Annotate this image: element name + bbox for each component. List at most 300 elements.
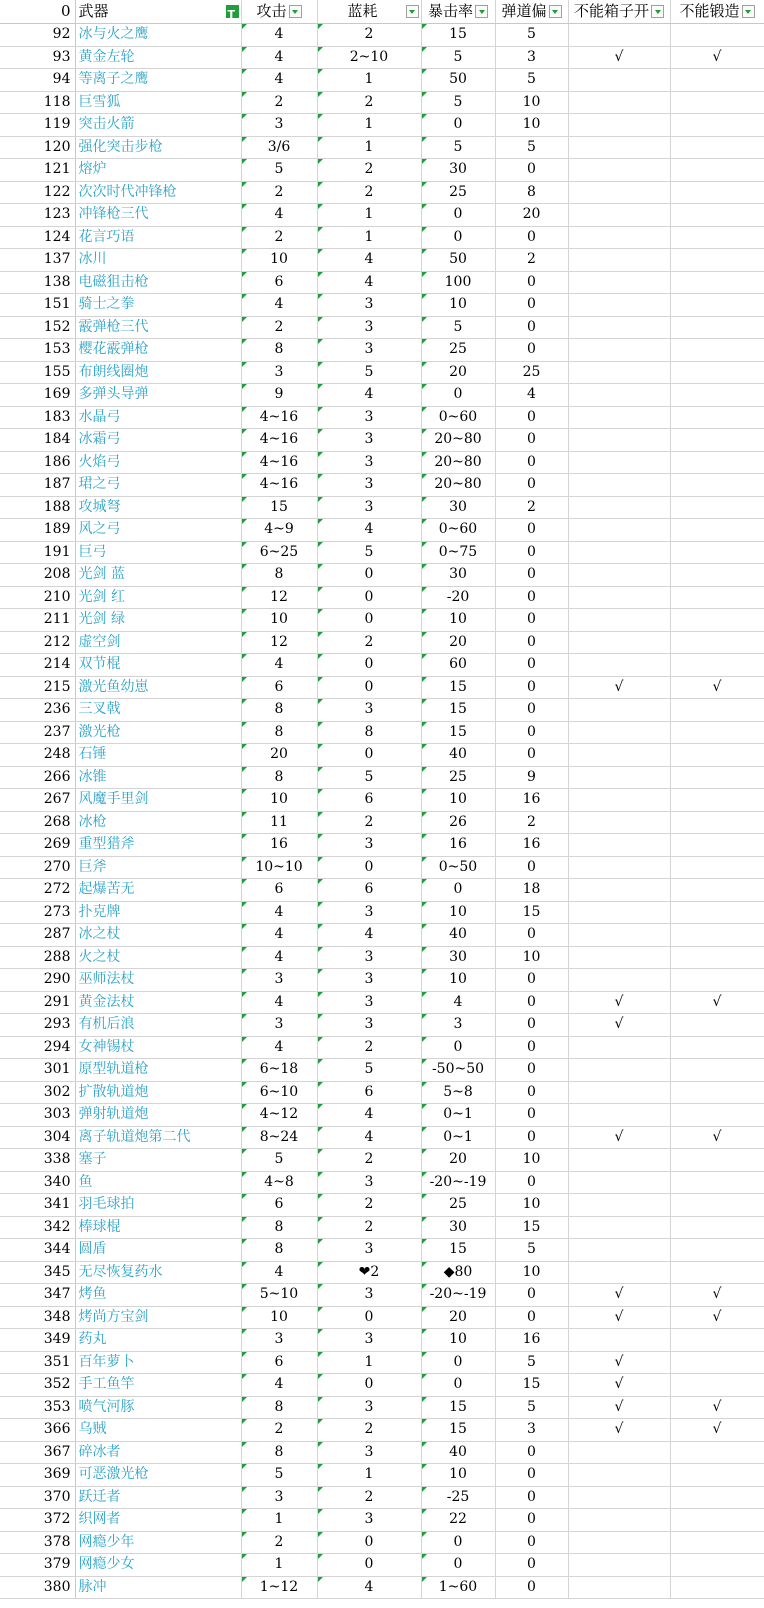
cell-mana[interactable]: 3 (317, 429, 421, 452)
cell-spread[interactable]: 0 (495, 429, 568, 452)
cell-no-forge[interactable] (670, 1351, 764, 1374)
cell-no-forge[interactable] (670, 1486, 764, 1509)
cell-weapon-name[interactable]: 脉冲 (75, 1576, 241, 1599)
cell-spread[interactable]: 0 (495, 1081, 568, 1104)
cell-mana[interactable]: 3 (317, 1329, 421, 1352)
cell-index[interactable]: 211 (0, 609, 75, 632)
cell-no-forge[interactable] (670, 789, 764, 812)
table-row[interactable] (0, 676, 764, 699)
table-row[interactable] (0, 1464, 764, 1487)
cell-no-box[interactable] (568, 609, 670, 632)
cell-no-forge[interactable] (670, 1464, 764, 1487)
cell-no-box[interactable] (568, 294, 670, 317)
table-row[interactable] (0, 1239, 764, 1262)
table-row[interactable] (0, 1351, 764, 1374)
cell-no-forge[interactable]: √ (670, 1419, 764, 1442)
table-row[interactable] (0, 969, 764, 992)
cell-mana[interactable]: 3 (317, 316, 421, 339)
cell-attack[interactable]: 4~8 (241, 1171, 317, 1194)
cell-no-box[interactable]: √ (568, 1374, 670, 1397)
cell-crit[interactable]: 5 (421, 91, 495, 114)
cell-crit[interactable]: ◆80 (421, 1261, 495, 1284)
cell-crit[interactable]: 40 (421, 744, 495, 767)
cell-spread[interactable]: 0 (495, 924, 568, 947)
cell-no-forge[interactable] (670, 181, 764, 204)
cell-no-box[interactable] (568, 249, 670, 272)
cell-no-forge[interactable] (670, 901, 764, 924)
cell-weapon-name[interactable]: 羽毛球拍 (75, 1194, 241, 1217)
cell-index[interactable]: 189 (0, 519, 75, 542)
cell-mana[interactable]: 6 (317, 1081, 421, 1104)
cell-spread[interactable]: 0 (495, 1171, 568, 1194)
cell-weapon-name[interactable]: 黄金法杖 (75, 991, 241, 1014)
cell-mana[interactable]: 4 (317, 271, 421, 294)
cell-no-box[interactable] (568, 316, 670, 339)
cell-index[interactable]: 155 (0, 361, 75, 384)
cell-index[interactable]: 379 (0, 1554, 75, 1577)
cell-no-forge[interactable] (670, 226, 764, 249)
cell-crit[interactable]: 0 (421, 114, 495, 137)
cell-crit[interactable]: 20 (421, 631, 495, 654)
cell-weapon-name[interactable]: 三叉戟 (75, 699, 241, 722)
cell-crit[interactable]: 30 (421, 564, 495, 587)
cell-spread[interactable]: 2 (495, 811, 568, 834)
cell-mana[interactable]: ❤2 (317, 1261, 421, 1284)
table-row[interactable] (0, 204, 764, 227)
cell-spread[interactable]: 0 (495, 654, 568, 677)
cell-crit[interactable]: 10 (421, 609, 495, 632)
cell-weapon-name[interactable]: 烤尚方宝剑 (75, 1306, 241, 1329)
cell-no-box[interactable]: √ (568, 1396, 670, 1419)
cell-crit[interactable]: 30 (421, 159, 495, 182)
cell-index[interactable]: 303 (0, 1104, 75, 1127)
cell-weapon-name[interactable]: 巫师法杖 (75, 969, 241, 992)
cell-weapon-name[interactable]: 激光枪 (75, 721, 241, 744)
cell-index[interactable]: 372 (0, 1509, 75, 1532)
table-row[interactable] (0, 789, 764, 812)
cell-index[interactable]: 268 (0, 811, 75, 834)
cell-mana[interactable]: 4 (317, 1104, 421, 1127)
table-row[interactable] (0, 924, 764, 947)
cell-no-forge[interactable] (670, 91, 764, 114)
cell-no-box[interactable] (568, 474, 670, 497)
cell-weapon-name[interactable]: 突击火箭 (75, 114, 241, 137)
cell-mana[interactable]: 0 (317, 586, 421, 609)
table-row[interactable] (0, 901, 764, 924)
cell-no-box[interactable] (568, 91, 670, 114)
cell-crit[interactable]: 40 (421, 1441, 495, 1464)
cell-spread[interactable]: 25 (495, 361, 568, 384)
cell-no-box[interactable]: √ (568, 1126, 670, 1149)
cell-no-box[interactable]: √ (568, 1306, 670, 1329)
cell-mana[interactable]: 2 (317, 159, 421, 182)
cell-attack[interactable]: 3 (241, 1486, 317, 1509)
cell-index[interactable]: 294 (0, 1036, 75, 1059)
cell-mana[interactable]: 3 (317, 1441, 421, 1464)
cell-no-box[interactable] (568, 744, 670, 767)
cell-no-forge[interactable] (670, 1261, 764, 1284)
cell-weapon-name[interactable]: 光剑 红 (75, 586, 241, 609)
cell-spread[interactable]: 8 (495, 181, 568, 204)
cell-no-forge[interactable] (670, 541, 764, 564)
cell-index[interactable]: 137 (0, 249, 75, 272)
cell-spread[interactable]: 20 (495, 204, 568, 227)
cell-crit[interactable]: -20 (421, 586, 495, 609)
cell-spread[interactable]: 5 (495, 1239, 568, 1262)
cell-spread[interactable]: 0 (495, 1036, 568, 1059)
cell-crit[interactable]: 15 (421, 24, 495, 47)
cell-crit[interactable]: 20 (421, 361, 495, 384)
cell-spread[interactable]: 0 (495, 1104, 568, 1127)
cell-attack[interactable]: 5~10 (241, 1284, 317, 1307)
table-row[interactable] (0, 1329, 764, 1352)
cell-spread[interactable]: 0 (495, 1576, 568, 1599)
table-row[interactable] (0, 586, 764, 609)
cell-spread[interactable]: 15 (495, 1374, 568, 1397)
table-row[interactable] (0, 451, 764, 474)
cell-weapon-name[interactable]: 有机后浪 (75, 1014, 241, 1037)
cell-index[interactable]: 188 (0, 496, 75, 519)
cell-weapon-name[interactable]: 樱花霰弹枪 (75, 339, 241, 362)
cell-spread[interactable]: 10 (495, 946, 568, 969)
cell-weapon-name[interactable]: 手工鱼竿 (75, 1374, 241, 1397)
table-row[interactable] (0, 1149, 764, 1172)
table-row[interactable] (0, 879, 764, 902)
cell-no-box[interactable] (568, 361, 670, 384)
cell-index[interactable]: 345 (0, 1261, 75, 1284)
cell-weapon-name[interactable]: 巨雪狐 (75, 91, 241, 114)
cell-crit[interactable]: 0 (421, 1036, 495, 1059)
cell-no-box[interactable] (568, 1464, 670, 1487)
cell-spread[interactable]: 16 (495, 1329, 568, 1352)
cell-weapon-name[interactable]: 熔炉 (75, 159, 241, 182)
cell-no-box[interactable] (568, 1216, 670, 1239)
cell-crit[interactable]: 15 (421, 1396, 495, 1419)
cell-attack[interactable]: 4 (241, 1374, 317, 1397)
cell-no-forge[interactable] (670, 969, 764, 992)
cell-attack[interactable]: 4 (241, 924, 317, 947)
cell-no-box[interactable] (568, 1576, 670, 1599)
cell-attack[interactable]: 8 (241, 766, 317, 789)
cell-no-box[interactable] (568, 1036, 670, 1059)
cell-index[interactable]: 287 (0, 924, 75, 947)
cell-no-forge[interactable] (670, 1171, 764, 1194)
cell-attack[interactable]: 20 (241, 744, 317, 767)
table-row[interactable] (0, 1576, 764, 1599)
cell-mana[interactable]: 4 (317, 384, 421, 407)
cell-mana[interactable]: 3 (317, 1396, 421, 1419)
cell-no-box[interactable]: √ (568, 676, 670, 699)
cell-mana[interactable]: 3 (317, 1239, 421, 1262)
cell-attack[interactable]: 4 (241, 991, 317, 1014)
cell-mana[interactable]: 2 (317, 1194, 421, 1217)
cell-index[interactable]: 120 (0, 136, 75, 159)
cell-index[interactable]: 92 (0, 24, 75, 47)
cell-no-forge[interactable] (670, 204, 764, 227)
cell-mana[interactable]: 3 (317, 474, 421, 497)
cell-weapon-name[interactable]: 次次时代冲锋枪 (75, 181, 241, 204)
cell-attack[interactable]: 2 (241, 316, 317, 339)
cell-crit[interactable]: 0~50 (421, 856, 495, 879)
cell-mana[interactable]: 3 (317, 991, 421, 1014)
cell-attack[interactable]: 8 (241, 1239, 317, 1262)
table-row[interactable] (0, 609, 764, 632)
cell-weapon-name[interactable]: 碎冰者 (75, 1441, 241, 1464)
cell-no-forge[interactable] (670, 811, 764, 834)
cell-attack[interactable]: 6 (241, 271, 317, 294)
cell-spread[interactable]: 0 (495, 1464, 568, 1487)
cell-no-forge[interactable] (670, 136, 764, 159)
header-no-box[interactable] (568, 0, 670, 24)
cell-mana[interactable]: 3 (317, 339, 421, 362)
cell-index[interactable]: 121 (0, 159, 75, 182)
cell-mana[interactable]: 1 (317, 226, 421, 249)
table-row[interactable] (0, 159, 764, 182)
cell-attack[interactable]: 8~24 (241, 1126, 317, 1149)
cell-weapon-name[interactable]: 鱼 (75, 1171, 241, 1194)
cell-weapon-name[interactable]: 冰川 (75, 249, 241, 272)
cell-mana[interactable]: 2 (317, 811, 421, 834)
cell-spread[interactable]: 0 (495, 699, 568, 722)
cell-no-box[interactable] (568, 181, 670, 204)
cell-index[interactable]: 93 (0, 46, 75, 69)
cell-no-forge[interactable] (670, 744, 764, 767)
cell-index[interactable]: 369 (0, 1464, 75, 1487)
table-row[interactable] (0, 474, 764, 497)
cell-mana[interactable]: 5 (317, 1059, 421, 1082)
cell-attack[interactable]: 8 (241, 564, 317, 587)
cell-weapon-name[interactable]: 霰弹枪三代 (75, 316, 241, 339)
cell-index[interactable]: 122 (0, 181, 75, 204)
cell-no-forge[interactable] (670, 271, 764, 294)
cell-spread[interactable]: 0 (495, 541, 568, 564)
cell-index[interactable]: 301 (0, 1059, 75, 1082)
cell-no-forge[interactable] (670, 114, 764, 137)
cell-no-forge[interactable] (670, 766, 764, 789)
cell-no-box[interactable] (568, 721, 670, 744)
cell-mana[interactable]: 5 (317, 541, 421, 564)
cell-no-forge[interactable]: √ (670, 1284, 764, 1307)
cell-index[interactable]: 151 (0, 294, 75, 317)
table-row[interactable] (0, 654, 764, 677)
cell-spread[interactable]: 4 (495, 384, 568, 407)
cell-spread[interactable]: 16 (495, 789, 568, 812)
cell-spread[interactable]: 0 (495, 1486, 568, 1509)
cell-no-box[interactable]: √ (568, 1351, 670, 1374)
cell-crit[interactable]: -50~50 (421, 1059, 495, 1082)
cell-no-forge[interactable]: √ (670, 676, 764, 699)
cell-weapon-name[interactable]: 无尽恢复药水 (75, 1261, 241, 1284)
cell-weapon-name[interactable]: 起爆苦无 (75, 879, 241, 902)
cell-spread[interactable]: 0 (495, 744, 568, 767)
cell-no-forge[interactable] (670, 1014, 764, 1037)
table-row[interactable] (0, 496, 764, 519)
cell-crit[interactable]: 5 (421, 46, 495, 69)
cell-attack[interactable]: 4 (241, 1036, 317, 1059)
cell-crit[interactable]: 10 (421, 901, 495, 924)
table-row[interactable] (0, 1216, 764, 1239)
table-row[interactable] (0, 361, 764, 384)
cell-spread[interactable]: 10 (495, 1194, 568, 1217)
cell-attack[interactable]: 5 (241, 159, 317, 182)
cell-weapon-name[interactable]: 石锤 (75, 744, 241, 767)
cell-no-box[interactable] (568, 946, 670, 969)
cell-mana[interactable]: 4 (317, 1576, 421, 1599)
cell-weapon-name[interactable]: 珺之弓 (75, 474, 241, 497)
cell-weapon-name[interactable]: 冰与火之鹰 (75, 24, 241, 47)
filter-dropdown-icon[interactable] (406, 5, 419, 18)
table-row[interactable] (0, 181, 764, 204)
cell-spread[interactable]: 0 (495, 1014, 568, 1037)
cell-no-box[interactable] (568, 1509, 670, 1532)
cell-no-box[interactable] (568, 834, 670, 857)
cell-spread[interactable]: 2 (495, 496, 568, 519)
table-row[interactable] (0, 856, 764, 879)
cell-spread[interactable]: 0 (495, 1284, 568, 1307)
cell-no-forge[interactable] (670, 1509, 764, 1532)
cell-no-forge[interactable] (670, 339, 764, 362)
cell-index[interactable]: 341 (0, 1194, 75, 1217)
cell-index[interactable]: 378 (0, 1531, 75, 1554)
cell-attack[interactable]: 4 (241, 946, 317, 969)
cell-crit[interactable]: -20~-19 (421, 1171, 495, 1194)
cell-attack[interactable]: 6 (241, 1351, 317, 1374)
cell-index[interactable]: 349 (0, 1329, 75, 1352)
cell-index[interactable]: 169 (0, 384, 75, 407)
cell-crit[interactable]: 3 (421, 1014, 495, 1037)
table-row[interactable] (0, 991, 764, 1014)
cell-no-box[interactable] (568, 1194, 670, 1217)
cell-attack[interactable]: 10 (241, 789, 317, 812)
cell-index[interactable]: 186 (0, 451, 75, 474)
cell-index[interactable]: 340 (0, 1171, 75, 1194)
header-mana[interactable] (317, 0, 421, 24)
cell-mana[interactable]: 1 (317, 114, 421, 137)
cell-attack[interactable]: 4 (241, 294, 317, 317)
cell-no-box[interactable] (568, 406, 670, 429)
cell-attack[interactable]: 4~16 (241, 474, 317, 497)
cell-weapon-name[interactable]: 激光鱼幼崽 (75, 676, 241, 699)
cell-crit[interactable]: 0 (421, 1351, 495, 1374)
table-row[interactable] (0, 249, 764, 272)
cell-weapon-name[interactable]: 圆盾 (75, 1239, 241, 1262)
table-row[interactable] (0, 384, 764, 407)
filter-dropdown-icon[interactable] (289, 5, 302, 18)
cell-spread[interactable]: 10 (495, 1261, 568, 1284)
cell-no-box[interactable] (568, 789, 670, 812)
cell-attack[interactable]: 9 (241, 384, 317, 407)
cell-index[interactable]: 304 (0, 1126, 75, 1149)
cell-attack[interactable]: 3/6 (241, 136, 317, 159)
cell-spread[interactable]: 0 (495, 676, 568, 699)
cell-no-box[interactable]: √ (568, 1014, 670, 1037)
cell-mana[interactable]: 1 (317, 1351, 421, 1374)
cell-no-forge[interactable] (670, 586, 764, 609)
cell-index[interactable]: 214 (0, 654, 75, 677)
cell-attack[interactable]: 10~10 (241, 856, 317, 879)
cell-attack[interactable]: 4~16 (241, 451, 317, 474)
cell-spread[interactable]: 0 (495, 969, 568, 992)
cell-attack[interactable]: 5 (241, 1464, 317, 1487)
cell-no-box[interactable] (568, 114, 670, 137)
table-row[interactable] (0, 294, 764, 317)
cell-crit[interactable]: 4 (421, 991, 495, 1014)
cell-no-box[interactable]: √ (568, 1419, 670, 1442)
cell-index[interactable]: 367 (0, 1441, 75, 1464)
cell-attack[interactable]: 6 (241, 879, 317, 902)
header-weapon[interactable] (75, 0, 241, 24)
cell-spread[interactable]: 0 (495, 271, 568, 294)
cell-index[interactable]: 291 (0, 991, 75, 1014)
cell-no-forge[interactable] (670, 451, 764, 474)
cell-spread[interactable]: 0 (495, 1509, 568, 1532)
cell-index[interactable]: 302 (0, 1081, 75, 1104)
cell-no-forge[interactable] (670, 1329, 764, 1352)
cell-crit[interactable]: 100 (421, 271, 495, 294)
cell-spread[interactable]: 0 (495, 451, 568, 474)
cell-weapon-name[interactable]: 风之弓 (75, 519, 241, 542)
cell-weapon-name[interactable]: 原型轨道枪 (75, 1059, 241, 1082)
table-row[interactable] (0, 1554, 764, 1577)
cell-spread[interactable]: 0 (495, 856, 568, 879)
cell-no-box[interactable] (568, 1531, 670, 1554)
cell-mana[interactable]: 2 (317, 181, 421, 204)
cell-attack[interactable]: 6 (241, 1194, 317, 1217)
cell-index[interactable]: 288 (0, 946, 75, 969)
cell-index[interactable]: 370 (0, 1486, 75, 1509)
cell-attack[interactable]: 8 (241, 1396, 317, 1419)
cell-mana[interactable]: 2~10 (317, 46, 421, 69)
cell-attack[interactable]: 8 (241, 1441, 317, 1464)
cell-spread[interactable]: 0 (495, 316, 568, 339)
table-row[interactable] (0, 24, 764, 47)
cell-mana[interactable]: 5 (317, 766, 421, 789)
cell-attack[interactable]: 8 (241, 339, 317, 362)
cell-no-box[interactable] (568, 1554, 670, 1577)
cell-weapon-name[interactable]: 电磁狙击枪 (75, 271, 241, 294)
cell-no-box[interactable] (568, 631, 670, 654)
cell-index[interactable]: 347 (0, 1284, 75, 1307)
cell-index[interactable]: 353 (0, 1396, 75, 1419)
cell-crit[interactable]: 15 (421, 1239, 495, 1262)
cell-index[interactable]: 153 (0, 339, 75, 362)
cell-no-box[interactable] (568, 339, 670, 362)
cell-no-forge[interactable] (670, 1149, 764, 1172)
cell-crit[interactable]: 0 (421, 1374, 495, 1397)
cell-crit[interactable]: -20~-19 (421, 1284, 495, 1307)
cell-spread[interactable]: 0 (495, 294, 568, 317)
cell-no-box[interactable] (568, 136, 670, 159)
table-row[interactable] (0, 1261, 764, 1284)
cell-weapon-name[interactable]: 骑士之拳 (75, 294, 241, 317)
cell-crit[interactable]: 10 (421, 1329, 495, 1352)
cell-index[interactable]: 338 (0, 1149, 75, 1172)
cell-mana[interactable]: 3 (317, 406, 421, 429)
cell-no-forge[interactable] (670, 1441, 764, 1464)
cell-spread[interactable]: 0 (495, 991, 568, 1014)
table-row[interactable] (0, 406, 764, 429)
cell-attack[interactable]: 15 (241, 496, 317, 519)
cell-weapon-name[interactable]: 可恶激光枪 (75, 1464, 241, 1487)
cell-no-forge[interactable] (670, 1104, 764, 1127)
cell-index[interactable]: 124 (0, 226, 75, 249)
cell-index[interactable]: 236 (0, 699, 75, 722)
table-row[interactable] (0, 1486, 764, 1509)
cell-mana[interactable]: 3 (317, 946, 421, 969)
cell-spread[interactable]: 18 (495, 879, 568, 902)
header-crit[interactable] (421, 0, 495, 24)
cell-weapon-name[interactable]: 光剑 蓝 (75, 564, 241, 587)
